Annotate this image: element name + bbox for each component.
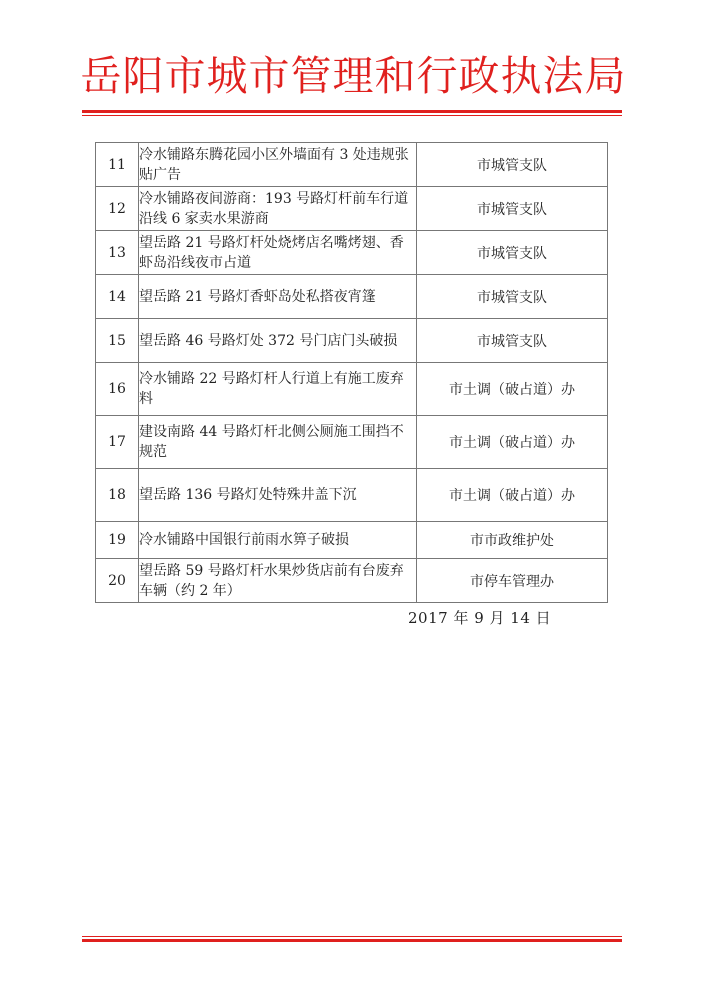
row-number: 20: [96, 559, 139, 603]
row-number: 16: [96, 363, 139, 416]
footer-rule-thin: [82, 936, 622, 937]
issue-description: 望岳路 21 号路灯香虾岛处私搭夜宵篷: [139, 275, 417, 319]
table-row: [96, 363, 608, 416]
table-row: [96, 319, 608, 363]
issue-description: 望岳路 59 号路灯杆水果炒货店前有台废弃车辆（约 2 年）: [139, 559, 417, 603]
table-row: [96, 275, 608, 319]
responsible-department: 市城管支队: [417, 187, 608, 231]
issue-description: 建设南路 44 号路灯杆北侧公厕施工围挡不规范: [139, 416, 417, 469]
row-number: 17: [96, 416, 139, 469]
footer-rule-thick: [82, 939, 622, 942]
responsible-department: 市城管支队: [417, 231, 608, 275]
row-number: 14: [96, 275, 139, 319]
row-number: 19: [96, 522, 139, 559]
document-date: 2017 年 9 月 14 日: [408, 609, 552, 627]
table-row: [96, 231, 608, 275]
row-number: 18: [96, 469, 139, 522]
issue-description: 望岳路 21 号路灯杆处烧烤店名嘴烤翅、香虾岛沿线夜市占道: [139, 231, 417, 275]
table-row: [96, 187, 608, 231]
header-rule-thin: [82, 115, 622, 116]
table-row: [96, 469, 608, 522]
issue-description: 冷水铺路 22 号路灯杆人行道上有施工废弃料: [139, 363, 417, 416]
header-rule-thick: [82, 110, 622, 113]
issue-description: 冷水铺路夜间游商：193 号路灯杆前车行道沿线 6 家卖水果游商: [139, 187, 417, 231]
responsible-department: 市市政维护处: [417, 522, 608, 559]
row-number: 13: [96, 231, 139, 275]
table-row: [96, 559, 608, 603]
table-row: [96, 143, 608, 187]
responsible-department: 市城管支队: [417, 319, 608, 363]
row-number: 15: [96, 319, 139, 363]
row-number: 12: [96, 187, 139, 231]
issue-description: 望岳路 46 号路灯处 372 号门店门头破损: [139, 319, 417, 363]
responsible-department: 市土调（破占道）办: [417, 363, 608, 416]
table-row: [96, 522, 608, 559]
issue-description: 冷水铺路东腾花园小区外墙面有 3 处违规张贴广告: [139, 143, 417, 187]
page-title: 岳阳市城市管理和行政执法局: [80, 52, 627, 100]
responsible-department: 市城管支队: [417, 143, 608, 187]
row-number: 11: [96, 143, 139, 187]
responsible-department: 市停车管理办: [417, 559, 608, 603]
table-row: [96, 416, 608, 469]
issue-description: 冷水铺路中国银行前雨水箅子破损: [139, 522, 417, 559]
responsible-department: 市城管支队: [417, 275, 608, 319]
responsible-department: 市土调（破占道）办: [417, 469, 608, 522]
responsible-department: 市土调（破占道）办: [417, 416, 608, 469]
issue-description: 望岳路 136 号路灯处特殊井盖下沉: [139, 469, 417, 522]
issues-table: [95, 142, 608, 603]
